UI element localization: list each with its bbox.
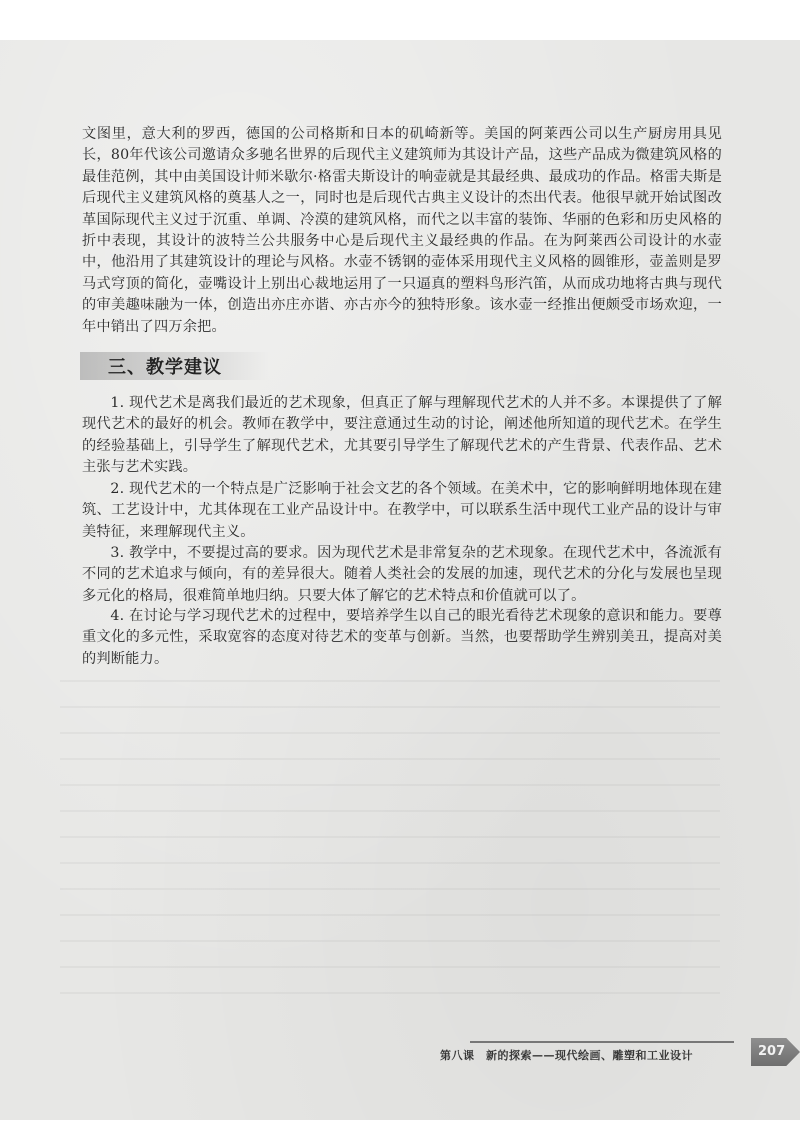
footer-lesson-title: 第八课 新的探索——现代绘画、雕塑和工业设计 <box>440 1049 693 1062</box>
bleed-through-texture <box>60 680 720 1000</box>
teaching-suggestion-3: 3. 教学中，不要提过高的要求。因为现代艺术是非常复杂的艺术现象。在现代艺术中，各流派有不同的艺术追求与倾向，有的差异很大。随着人类社会的发展的加速，现代艺术的分化与发展也呈现多元化的格局，很难简单地归纳。只要大体了解它的艺术特点和价值就可以了。 <box>82 545 722 604</box>
intro-paragraph: 文图里，意大利的罗西，德国的公司格斯和日本的矶崎新等。美国的阿莱西公司以生产厨房用具见长，80年代该公司邀请众多驰名世界的后现代主义建筑师为其设计产品，这些产品成为微建筑风格的最佳范例，其中由美国设计师米歇尔·格雷夫斯设计的响壶就是其最经典、最成功的作品。格雷夫斯是后现代主义建筑风格的奠基人之一，同时也是后现代古典主义设计的杰出代表。他很早就开始试图改革国际现代主义过于沉重、单调、冷漠的建筑风格，而代之以丰富的装饰、华丽的色彩和历史风格的折中表现，其设计的波特兰公共服务中心是后现代主义最经典的作品。在为阿莱西公司设计的水壶中，他沿用了其建筑设计的理论与风格。水壶不锈钢的壶体采用现代主义风格的圆锥形，壶盖则是罗马式穹顶的简化，壶嘴设计上别出心裁地运用了一只逼真的塑料鸟形汽笛，从而成功地将古典与现代的审美趣味融为一体，创造出亦庄亦谐、亦古亦今的独特形象。该水壶一经推出便颇受市场欢迎，一年中销出了四万余把。 <box>82 126 722 335</box>
section-heading <box>80 352 270 380</box>
footer-rule <box>470 1041 734 1043</box>
teaching-suggestion-1: 1. 现代艺术是离我们最近的艺术现象，但真正了解与理解现代艺术的人并不多。本课提供了了解现代艺术的最好的机会。教师在教学中，要注意通过生动的讨论，阐述他所知道的现代艺术。在学生的经验基础上，引导学生了解现代艺术，尤其要引导学生了解现代艺术的产生背景、代表作品、艺术主张与艺术实践。 <box>82 395 722 476</box>
teaching-suggestion-4: 4. 在讨论与学习现代艺术的过程中，要培养学生以自己的眼光看待艺术现象的意识和能力。要尊重文化的多元性，采取宽容的态度对待艺术的变革与创新。当然，也要帮助学生辨别美丑，提高对美的判断能力。 <box>82 608 722 667</box>
page-number: 207 <box>758 1044 786 1059</box>
teaching-suggestion-2: 2. 现代艺术的一个特点是广泛影响于社会文艺的各个领域。在美术中，它的影响鲜明地体现在建筑、工艺设计中，尤其体现在工业产品设计中。在教学中，可以联系生活中现代工业产品的设计与审美特征，来理解现代主义。 <box>82 481 722 540</box>
section-heading-text: 三、教学建议 <box>108 357 222 378</box>
